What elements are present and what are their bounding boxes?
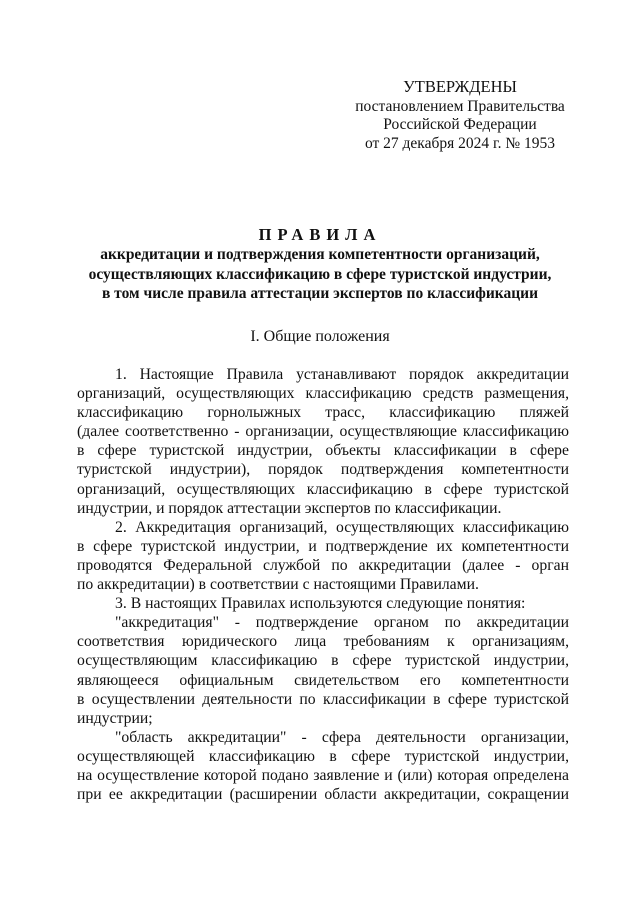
paragraph [77,728,569,804]
paragraph-line: в осуществлении деятельности по классификации в сфере туристской [77,690,569,708]
paragraph-line: организаций, осуществляющих классификацию в сфере туристской [77,480,569,498]
paragraph-line: 2. Аккредитация организаций, осуществляющих классификацию [115,518,569,536]
paragraph-line: (далее соответственно - организации, осуществляющие классификацию [77,423,569,441]
subtitle-line: осуществляющих классификацию в сфере туристской индустрии, [88,265,552,283]
approval-heading: УТВЕРЖДЕНЫ [403,77,517,96]
paragraph [77,594,569,613]
paragraph-line: 1. Настоящие Правила устанавливают порядок аккредитации [115,366,569,383]
paragraph [77,518,569,594]
section-heading: I. Общие положения [250,328,390,345]
paragraph-line: соответствия юридического лица требованиям к организациям, [77,633,569,651]
paragraph-line: при ее аккредитации (расширении области аккредитации, сокращении [77,786,569,804]
approval-line: Российской Федерации [383,116,537,133]
paragraph-line: 3. В настоящих Правилах используются следующие понятия: [115,595,526,613]
approval-block [330,78,590,153]
paragraph-line: проводятся Федеральной службой по аккредитации (далее - орган [77,556,569,574]
paragraph [77,613,569,728]
body-text [77,365,569,804]
paragraph-line: на осуществление которой подано заявление и (или) которая определена [77,766,569,784]
paragraph-line: являющееся официальным свидетельством его компетентности [77,671,569,689]
subtitle-line: аккредитации и подтверждения компетентности организаций, [100,246,540,263]
approval-line: постановлением Правительства [355,97,565,115]
paragraph-line: индустрии; [77,709,153,727]
paragraph [77,365,569,518]
approval-line: от 27 декабря 2024 г. № 1953 [364,134,556,152]
paragraph-line: в сфере туристской индустрии, и подтверждение их компетентности [77,537,569,555]
paragraph-line: "аккредитация" - подтверждение органом по аккредитации [115,614,569,632]
document-title: ПРАВИЛА [258,225,382,244]
paragraph-line: в сфере туристской индустрии, объекты классификации в сфере [77,442,569,460]
paragraph-line: классификацию горнолыжных трасс, классификацию пляжей [77,404,569,422]
paragraph-line: "область аккредитации" - сфера деятельности организации, [115,728,569,746]
paragraph-line: по аккредитации) в соответствии с настоящими Правилами. [77,576,479,594]
paragraph-line: индустрии, и порядок аттестации экспертов по классификации. [77,499,502,517]
paragraph-line: туристской индустрии), порядок подтверждения компетентности [77,461,569,479]
paragraph-line: осуществляющей классификацию в сфере туристской индустрии, [77,747,569,765]
document-subtitle [60,245,580,304]
paragraph-line: организаций, осуществляющих классификацию средств размещения, [77,385,569,403]
paragraph-line: осуществляющим классификацию в сфере туристской индустрии, [77,652,569,670]
subtitle-line: в том числе правила аттестации экспертов по классификации [101,285,539,302]
